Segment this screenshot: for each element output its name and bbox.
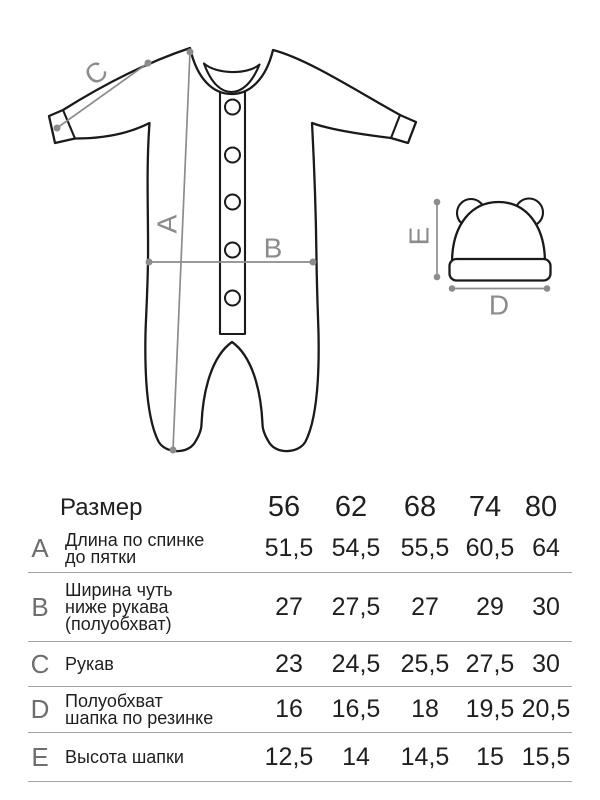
- measure-dot: [146, 259, 153, 266]
- cell-value: 54,5: [331, 534, 381, 562]
- header-size-74: 74: [468, 491, 502, 523]
- row-label-line: Полуобхват: [65, 690, 163, 711]
- snap-button-5: [225, 291, 240, 306]
- row-letter: B: [31, 591, 49, 622]
- measure-label-b: B: [263, 232, 283, 264]
- cell-value: 19,5: [465, 695, 515, 723]
- size-table: [28, 490, 572, 782]
- table-row: [28, 642, 572, 687]
- cell-value: 27: [275, 592, 303, 621]
- measure-label-e: E: [403, 226, 435, 246]
- cell-value: 27: [411, 592, 439, 621]
- cell-value: 23: [275, 649, 303, 678]
- measure-dot: [434, 199, 441, 206]
- row-label: [62, 529, 256, 567]
- cell-value: 55,5: [400, 534, 450, 562]
- row-label: [62, 579, 256, 634]
- row-letter: E: [31, 741, 49, 772]
- snap-button-4: [225, 243, 240, 258]
- row-label-line: Длина по спинке: [65, 529, 205, 550]
- row-label-line: Ширина чуть: [65, 579, 173, 600]
- measure-dot: [170, 447, 177, 454]
- cell-value: 64: [532, 534, 560, 562]
- row-label: [62, 653, 256, 674]
- table-row: [28, 687, 572, 733]
- row-letter: A: [31, 533, 49, 563]
- row-label: [62, 746, 256, 767]
- row-letter: C: [30, 648, 50, 679]
- measure-dot: [449, 285, 456, 292]
- row-label-line: Рукав: [65, 653, 114, 674]
- cell-value: 15: [476, 742, 504, 771]
- cell-value: 30: [532, 649, 560, 678]
- cell-value: 18: [411, 695, 439, 723]
- measure-dot: [434, 274, 441, 281]
- table-row: [28, 525, 572, 573]
- cell-value: 20,5: [521, 695, 571, 723]
- snap-button-3: [225, 195, 240, 210]
- measure-dot: [54, 125, 61, 132]
- cell-value: 27,5: [331, 592, 381, 621]
- row-letter: D: [30, 694, 50, 724]
- cell-value: 29: [476, 592, 504, 621]
- cell-value: 30: [532, 592, 560, 621]
- row-label-line: шапка по резинке: [65, 707, 214, 728]
- row-label: [62, 690, 256, 728]
- row-label-line: ниже рукава: [65, 596, 169, 617]
- cell-value: 15,5: [521, 742, 571, 771]
- cell-value: 27,5: [465, 649, 515, 678]
- snap-button-1: [225, 100, 240, 115]
- measure-dot: [187, 49, 194, 56]
- measure-label-a: A: [151, 214, 183, 234]
- header-size-80: 80: [524, 491, 558, 523]
- hat-brim: [450, 259, 551, 281]
- table-header-row: [28, 490, 572, 525]
- cell-value: 14,5: [400, 742, 450, 771]
- row-label-line: до пятки: [65, 546, 137, 567]
- cell-value: 16,5: [331, 695, 381, 723]
- measure-dot: [544, 285, 551, 292]
- cell-value: 51,5: [264, 534, 314, 562]
- table-row: [28, 733, 572, 782]
- cell-value: 60,5: [465, 534, 515, 562]
- header-size-68: 68: [403, 491, 437, 523]
- measure-label-d: D: [488, 289, 510, 321]
- row-label-line: Высота шапки: [65, 746, 184, 767]
- snap-button-2: [225, 148, 240, 163]
- measure-dot: [310, 259, 317, 266]
- header-size-56: 56: [267, 491, 301, 523]
- table-row: [28, 573, 572, 642]
- header-size-62: 62: [334, 491, 368, 523]
- row-label-line: (полуобхват): [65, 613, 172, 634]
- measure-label-c: C: [78, 54, 114, 92]
- measure-dot: [145, 60, 152, 67]
- cell-value: 16: [275, 695, 303, 723]
- cell-value: 12,5: [264, 742, 314, 771]
- cell-value: 25,5: [400, 649, 450, 678]
- header-size-label: Размер: [60, 494, 143, 521]
- cell-value: 14: [342, 742, 370, 771]
- cell-value: 24,5: [331, 649, 381, 678]
